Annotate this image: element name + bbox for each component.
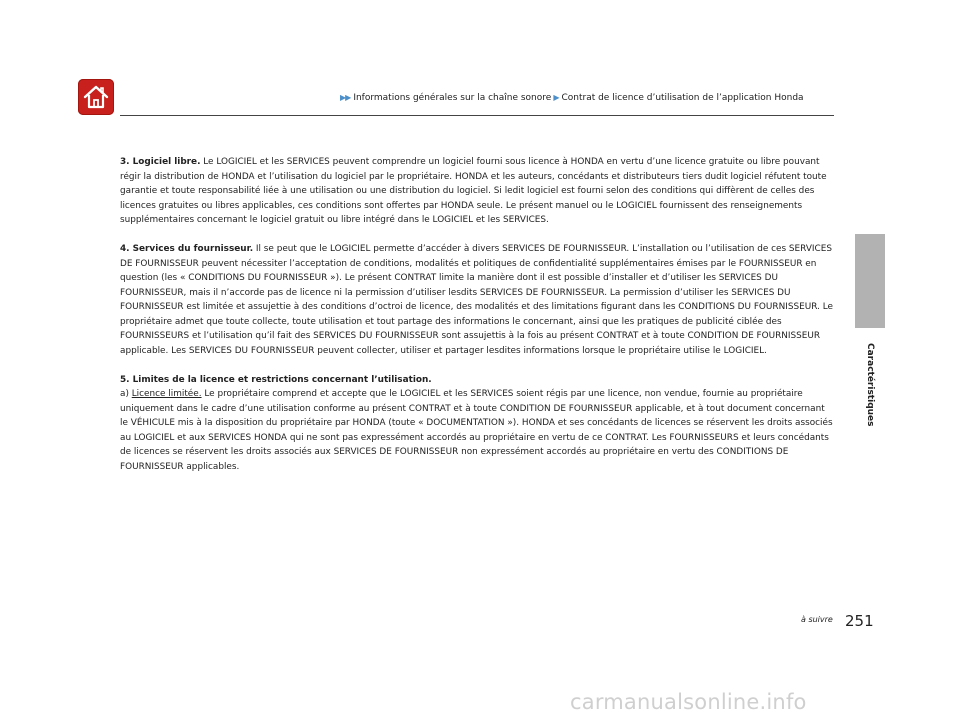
chevron-right-icon: ▶ [553,93,560,102]
section-4 [120,242,834,358]
breadcrumb-page: Contrat de licence d’utilisation de l’application Honda [561,93,804,103]
side-tab[interactable] [855,234,885,328]
page-number: 251 [845,612,874,630]
double-chevron-icon: ▶▶ [340,93,351,102]
side-tab-label: Caractéristiques [865,343,875,427]
breadcrumb-section[interactable]: Informations générales sur la chaîne sonore [353,93,552,103]
section-3-heading: 3. Logiciel libre. [120,157,201,167]
continued-label: à suivre [801,615,833,624]
section-3-body: Le LOGICIEL et les SERVICES peuvent comprendre un logiciel fourni sous licence à HONDA en vertu d’une licence gratuite ou libre pouvant régir la distribution de HONDA et l’utilisation du logiciel par le propriétaire. HONDA et les auteurs, concédants et distributeurs tiers dudit logiciel réfutent toute garantie et toute responsabilité liée à une utilisation ou une distribution du logiciel. Si ledit logiciel est fourni selon des conditions qui diffèrent de celles des licences gratuites ou libres applicables, ces conditions sont offertes par HONDA seule. Le présent manuel ou le LOGICIEL fournissent des renseignements supplémentaires concernant le logiciel gratuit ou libre intégré dans le LOGICIEL et les SERVICES. [120,157,827,225]
section-4-body: Il se peut que le LOGICIEL permette d’accéder à divers SERVICES DE FOURNISSEUR. L’installation ou l’utilisation de ces SERVICES DE FOURNISSEUR peuvent nécessiter l’acceptation de conditions, modalités et politiques de confidentialité supplémentaires émises par le FOURNISSEUR en question (les « CONDITIONS DU FOURNISSEUR »). Le présent CONTRAT limite la manière dont il est possible d’installer et d’utiliser les SERVICES DU FOURNISSEUR, mais il n’accorde pas de licence ni la permission d’utiliser lesdits SERVICES DE FOURNISSEUR. La permission d’utiliser les SERVICES DU FOURNISSEUR est limitée et assujettie à des conditions d’octroi de licence, des modalités et des limitations figurant dans les CONDITIONS DU FOURNISSEUR. Le propriétaire admet que toute collecte, toute utilisation et tout partage des informations le concernant, ainsi que les pratiques de publicité ciblée des FOURNISSEURS et l’utilisation qu’il fait des SERVICES DU FOURNISSEUR sont assujettis à la fois au présent CONTRAT et à toute CONDITION DE FOURNISSEUR applicable. Les SERVICES DU FOURNISSEUR peuvent collecter, utiliser et partager lesdites informations lorsque le propriétaire utilise le LOGICIEL. [120,244,833,356]
section-5 [120,373,834,475]
section-5-heading: 5. Limites de la licence et restrictions concernant l’utilisation. [120,374,432,385]
section-5-subheading: Licence limitée. [131,389,202,399]
section-5-prefix: a) [120,389,132,399]
breadcrumb [340,93,804,103]
header-rule [120,115,834,116]
watermark: carmanualsonline.info [570,690,807,714]
main-content [120,155,834,489]
section-4-heading: 4. Services du fournisseur. [120,244,254,254]
home-icon [82,84,110,110]
home-button[interactable] [78,79,114,115]
section-3 [120,155,834,228]
section-5-body: Le propriétaire comprend et accepte que le LOGICIEL et les SERVICES soient régis par une licence, non vendue, fournie au propriétaire uniquement dans le cadre d’une utilisation conforme au présent CONTRAT et à toute CONDITION DE FOURNISSEUR applicable, et à tout document concernant le VÉHICULE mis à la disposition du propriétaire par HONDA (toute « DOCUMENTATION »). HONDA et ses concédants de licences se réservent les droits associés au LOGICIEL et aux SERVICES HONDA qui ne sont pas expressément accordés au propriétaire en vertu de ce CONTRAT. Les FOURNISSEURS et leurs concédants de licences se réservent les droits associés aux SERVICES DE FOURNISSEUR non expressément accordés au propriétaire en vertu des CONDITIONS DE FOURNISSEUR applicables. [120,389,833,472]
